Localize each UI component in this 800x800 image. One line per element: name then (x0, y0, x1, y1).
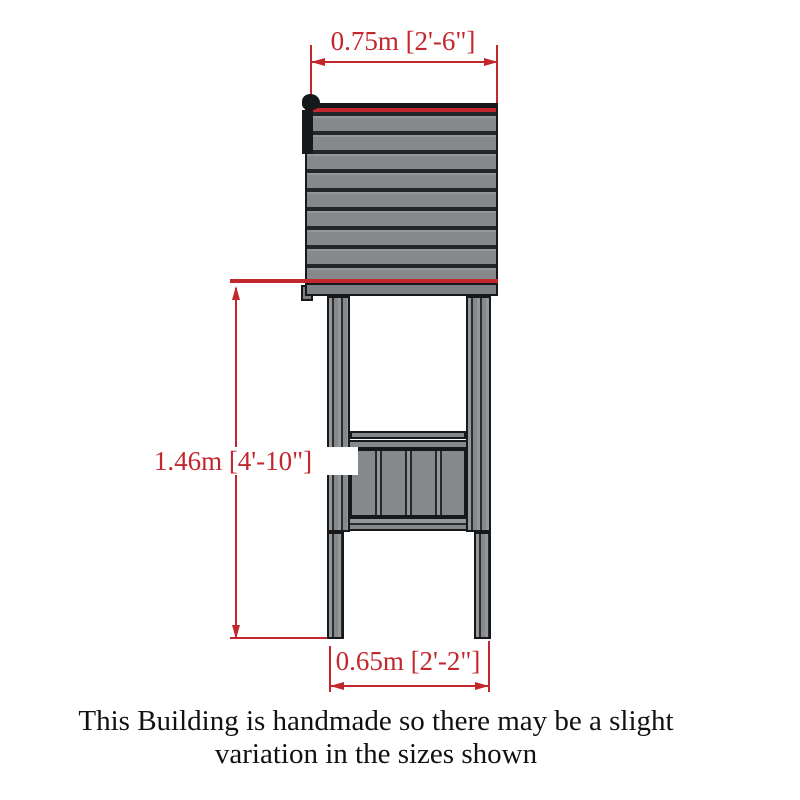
side-leader-line-bottom (230, 637, 330, 639)
disclaimer-line-2: variation in the sizes shown (214, 738, 538, 770)
base-dimension-label: 0.65m [2'-2"] (335, 646, 481, 676)
playhouse-body (305, 103, 498, 281)
right-leg-upper (466, 296, 491, 532)
dim-arrowhead-left-icon (330, 682, 344, 690)
platform-deck (305, 283, 498, 296)
left-leg-upper (327, 296, 350, 532)
dim-arrowhead-down-icon (232, 625, 240, 639)
handrail (346, 440, 470, 449)
left-leg-lower (327, 532, 344, 639)
top-dimension-line (311, 61, 498, 63)
top-dimension-label: 0.75m [2'-6"] (330, 26, 476, 56)
top-extension-line-right (496, 45, 498, 109)
dim-arrowhead-up-icon (232, 286, 240, 300)
dim-arrowhead-left-icon (311, 58, 325, 66)
roof-finial-knob (302, 94, 320, 110)
dim-arrowhead-right-icon (475, 682, 489, 690)
disclaimer-line-1: This Building is handmade so there may be a slight (78, 705, 674, 737)
bottom-rail (344, 517, 474, 531)
side-dimension-label: 1.46m [4'-10"] (108, 447, 358, 475)
dim-arrowhead-right-icon (484, 58, 498, 66)
base-dimension-line (330, 685, 489, 687)
right-leg-lower (474, 532, 491, 639)
handmade-disclaimer (0, 705, 752, 771)
barge-board (302, 110, 313, 154)
wall-cladding-boards (307, 112, 496, 279)
balustrade-panel (350, 449, 466, 517)
floor-level-red-line (230, 279, 498, 283)
handrail-top-strip (350, 431, 466, 439)
